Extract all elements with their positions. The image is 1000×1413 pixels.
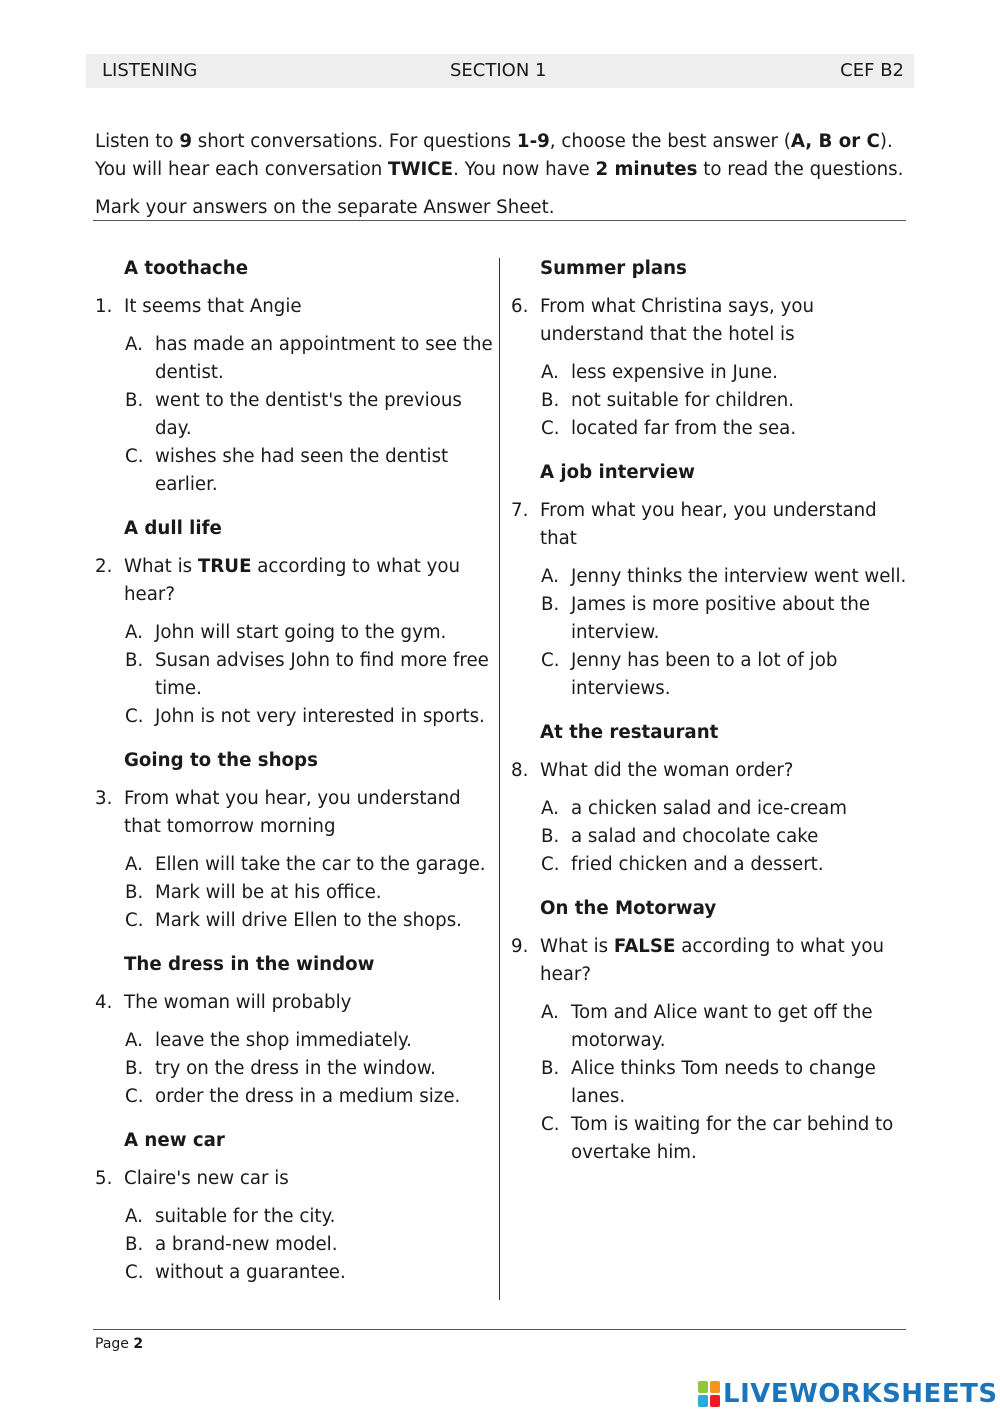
option-b[interactable]: B. Alice thinks Tom needs to change lanes.: [541, 1058, 876, 1107]
section-title: Going to the shops: [124, 750, 318, 771]
page-header: [86, 54, 914, 88]
liveworksheets-logo[interactable]: [698, 1378, 998, 1410]
right-column: [511, 255, 916, 1183]
option-b[interactable]: B. a brand-new model.: [125, 1234, 338, 1255]
column-divider: [499, 258, 500, 1300]
option-b[interactable]: B. James is more positive about the interview.: [541, 594, 871, 643]
section-title: A job interview: [540, 462, 695, 483]
question-2: [95, 553, 495, 609]
question-3: [95, 785, 495, 841]
option-a[interactable]: A. Tom and Alice want to get off the motorway.: [541, 1002, 873, 1051]
answer-options: [541, 563, 916, 703]
question-block-4: [95, 951, 495, 1111]
question-6: [511, 293, 916, 349]
question-text: From what you hear, you understand that: [540, 500, 877, 549]
option-a[interactable]: A. John will start going to the gym.: [125, 622, 447, 643]
option-c[interactable]: C. without a guarantee.: [125, 1262, 346, 1283]
instructions-answer-sheet: Mark your answers on the separate Answer Sheet.: [95, 197, 555, 218]
page-footer: [95, 1334, 143, 1354]
question-text: From what you hear, you understand that tomorrow morning: [124, 788, 461, 837]
option-a[interactable]: A. has made an appointment to see the dentist.: [125, 334, 493, 383]
question-4: [95, 989, 495, 1017]
option-c[interactable]: C. located far from the sea.: [541, 418, 797, 439]
answer-options: [541, 999, 916, 1167]
question-text: From what Christina says, you understand that the hotel is: [540, 296, 815, 345]
option-b[interactable]: B. Mark will be at his office.: [125, 882, 382, 903]
top-divider: [93, 220, 906, 221]
instructions-line-2: You will hear each conversation TWICE. You now have 2 minutes to read the questions.: [95, 159, 904, 180]
question-block-8: [511, 719, 916, 879]
option-c[interactable]: C. Jenny has been to a lot of job interviews.: [541, 650, 838, 699]
option-c[interactable]: C. fried chicken and a dessert.: [541, 854, 824, 875]
logo-square-4: [710, 1395, 720, 1407]
question-number: 6.: [511, 296, 529, 317]
option-a[interactable]: A. leave the shop immediately.: [125, 1030, 412, 1051]
option-a[interactable]: A. a chicken salad and ice-cream: [541, 798, 847, 819]
question-5: [95, 1165, 495, 1193]
question-block-5: [95, 1127, 495, 1287]
option-b[interactable]: B. Susan advises John to find more free time.: [125, 650, 489, 699]
question-number: 3.: [95, 788, 113, 809]
question-text: What is FALSE according to what you hear?: [540, 936, 885, 985]
question-number: 8.: [511, 760, 529, 781]
question-1: [95, 293, 495, 321]
instructions: [95, 128, 915, 222]
header-section-number: SECTION 1: [450, 60, 547, 81]
question-block-7: [511, 459, 916, 703]
logo-square-3: [698, 1395, 708, 1407]
option-c[interactable]: C. Tom is waiting for the car behind to overtake him.: [541, 1114, 894, 1163]
logo-square-2: [710, 1381, 720, 1393]
section-title: The dress in the window: [124, 954, 375, 975]
answer-options: [125, 851, 495, 935]
section-title: Summer plans: [540, 258, 687, 279]
question-block-1: [95, 255, 495, 499]
option-a[interactable]: A. Ellen will take the car to the garage.: [125, 854, 486, 875]
answer-options: [125, 1203, 495, 1287]
section-title: A new car: [124, 1130, 225, 1151]
question-number: 7.: [511, 500, 529, 521]
logo-grid-icon: [698, 1381, 720, 1407]
question-text: The woman will probably: [124, 992, 352, 1013]
option-a[interactable]: A. suitable for the city.: [125, 1206, 336, 1227]
section-title: A toothache: [124, 258, 249, 279]
header-level: CEF B2: [840, 60, 904, 81]
question-number: 9.: [511, 936, 529, 957]
question-block-9: [511, 895, 916, 1167]
logo-text: LIVEWORKSHEETS: [723, 1379, 998, 1409]
question-block-6: [511, 255, 916, 443]
question-text: Claire's new car is: [124, 1168, 289, 1189]
option-a[interactable]: A. Jenny thinks the interview went well.: [541, 566, 907, 587]
header-section-name: LISTENING: [102, 60, 198, 81]
page-number: 2: [133, 1336, 144, 1352]
option-b[interactable]: B. try on the dress in the window.: [125, 1058, 436, 1079]
section-title: At the restaurant: [540, 722, 719, 743]
question-text: What did the woman order?: [540, 760, 794, 781]
question-9: [511, 933, 916, 989]
answer-options: [541, 795, 916, 879]
section-title: On the Motorway: [540, 898, 717, 919]
option-c[interactable]: C. wishes she had seen the dentist earlier.: [125, 446, 449, 495]
question-8: [511, 757, 916, 785]
option-c[interactable]: C. John is not very interested in sports.: [125, 706, 485, 727]
question-block-2: [95, 515, 495, 731]
question-text: What is TRUE according to what you hear?: [124, 556, 461, 605]
answer-options: [125, 331, 495, 499]
page-label: Page: [95, 1336, 134, 1352]
question-number: 2.: [95, 556, 113, 577]
section-title: A dull life: [124, 518, 222, 539]
option-b[interactable]: B. not suitable for children.: [541, 390, 795, 411]
answer-options: [125, 1027, 495, 1111]
answer-options: [541, 359, 916, 443]
option-b[interactable]: B. a salad and chocolate cake: [541, 826, 819, 847]
answer-options: [125, 619, 495, 731]
question-7: [511, 497, 916, 553]
question-number: 5.: [95, 1168, 113, 1189]
question-number: 1.: [95, 296, 113, 317]
instructions-line-1: Listen to 9 short conversations. For questions 1-9, choose the best answer (A, B or C).: [95, 131, 893, 152]
bottom-divider: [93, 1329, 906, 1330]
option-c[interactable]: C. order the dress in a medium size.: [125, 1086, 461, 1107]
question-block-3: [95, 747, 495, 935]
option-c[interactable]: C. Mark will drive Ellen to the shops.: [125, 910, 462, 931]
question-number: 4.: [95, 992, 113, 1013]
left-column: [95, 255, 495, 1303]
question-text: It seems that Angie: [124, 296, 302, 317]
option-a[interactable]: A. less expensive in June.: [541, 362, 778, 383]
logo-square-1: [698, 1381, 708, 1393]
option-b[interactable]: B. went to the dentist's the previous day.: [125, 390, 462, 439]
